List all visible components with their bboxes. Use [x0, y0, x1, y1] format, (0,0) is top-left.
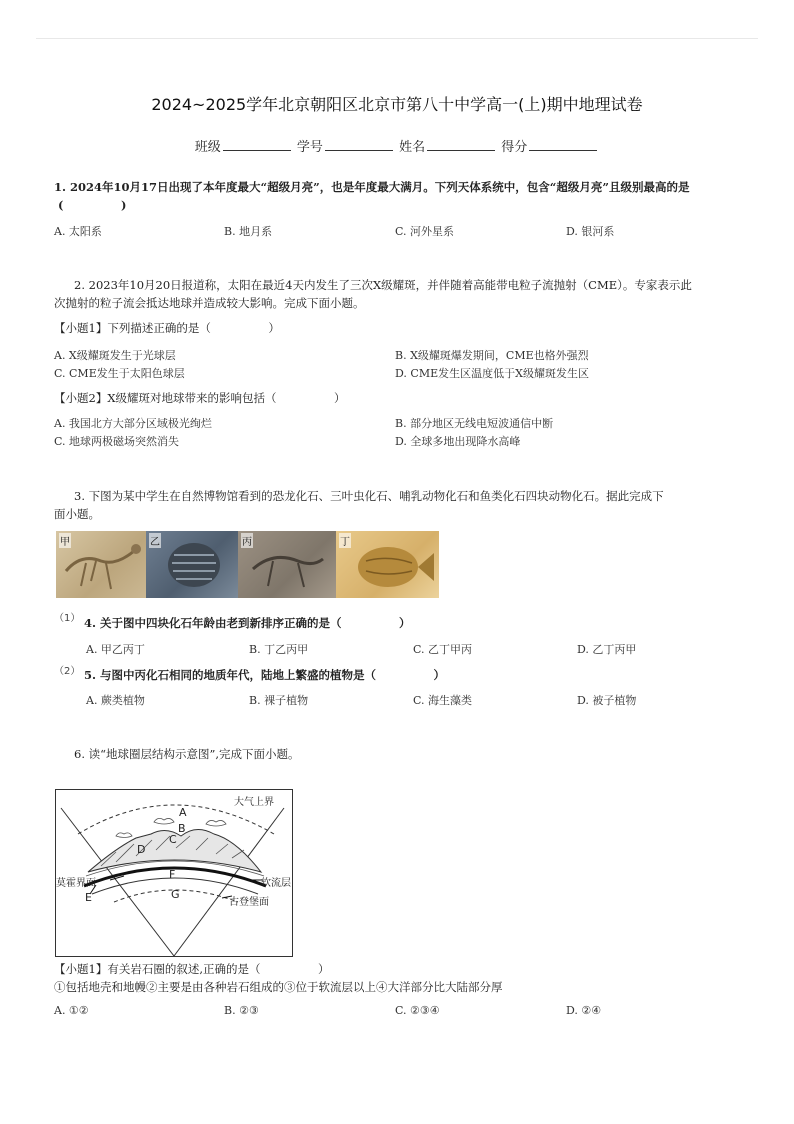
- q6-stem: 6. 读“地球圈层结构示意图”,完成下面小题。: [74, 747, 300, 761]
- layer-g-label: G: [171, 888, 180, 901]
- fossil-label-yi: 乙: [149, 533, 161, 548]
- q2-sub1-option-c[interactable]: C. CME发生于太阳色球层: [54, 367, 185, 380]
- q2-sub2-stem: 【小题2】X级耀斑对地球带来的影响包括（ ）: [54, 391, 346, 405]
- asthenosphere-label: 软流层: [261, 878, 291, 889]
- q2-stem-line1: 2. 2023年10月20日报道称，太阳在最近4天内发生了三次X级耀斑，并伴随着高能带电粒子流抛射（CME）。专家表示此: [74, 278, 692, 292]
- sub-number-2: （2）: [54, 666, 81, 677]
- q3-stem-line2: 面小题。: [54, 507, 100, 521]
- q4-option-d[interactable]: D. 乙丁丙甲: [577, 643, 637, 656]
- fossil-image-yi: [146, 531, 238, 598]
- q2-sub2-option-a[interactable]: A. 我国北方大部分区域极光绚烂: [54, 417, 212, 430]
- score-blank[interactable]: [529, 138, 597, 151]
- q5-option-b[interactable]: B. 裸子植物: [249, 694, 309, 707]
- q1-option-c[interactable]: C. 河外星系: [395, 225, 455, 238]
- q1-paren: ( ): [58, 198, 127, 212]
- q2-stem-line2: 次抛射的粒子流会抵达地球并造成较大影响。完成下面小题。: [54, 296, 365, 310]
- q6-option-c[interactable]: C. ②③④: [395, 1004, 440, 1017]
- q3-stem-line1: 3. 下图为某中学生在自然博物馆看到的恐龙化石、三叶虫化石、哺乳动物化石和鱼类化石四块动物化石。据此完成下: [74, 489, 664, 503]
- q2-sub2-option-d[interactable]: D. 全球多地出现降水高峰: [395, 435, 521, 448]
- q4-option-a[interactable]: A. 甲乙丙丁: [86, 643, 145, 656]
- class-blank[interactable]: [223, 138, 291, 151]
- fish-fossil-icon: [336, 531, 439, 598]
- id-label: 学号: [296, 140, 323, 155]
- layer-b-label: B: [178, 822, 186, 835]
- q6-option-b[interactable]: B. ②③: [224, 1004, 259, 1017]
- score-label: 得分: [501, 140, 528, 155]
- fossil-label-bing: 丙: [241, 533, 253, 548]
- q5-stem: 5. 与图中丙化石相同的地质年代，陆地上繁盛的植物是（ ）: [84, 668, 446, 682]
- q1-stem: 1. 2024年10月17日出现了本年度最大“超级月亮”，也是年度最大满月。下列天体系统中，包含“超级月亮”且级别最高的是: [54, 180, 690, 194]
- q6-option-a[interactable]: A. ①②: [54, 1004, 89, 1017]
- fossil-image-ding: [336, 531, 439, 598]
- q5-option-a[interactable]: A. 蕨类植物: [86, 694, 145, 707]
- fossil-label-ding: 丁: [339, 533, 351, 548]
- q6-sub1-stem: 【小题1】有关岩石圈的叙述,正确的是（ ）: [54, 962, 330, 976]
- q1-option-a[interactable]: A. 太阳系: [54, 225, 102, 238]
- earth-layers-diagram: [55, 789, 293, 957]
- moho-label: 莫霍界面: [56, 878, 96, 889]
- layer-a-label: A: [179, 806, 187, 819]
- fossil-image-jia: [56, 531, 146, 598]
- q5-option-d[interactable]: D. 被子植物: [577, 694, 637, 707]
- layer-d-label: D: [137, 843, 146, 856]
- q2-sub1-option-d[interactable]: D. CME发生区温度低于X级耀斑发生区: [395, 367, 589, 380]
- q2-sub1-option-b[interactable]: B. X级耀斑爆发期间，CME也格外强烈: [395, 349, 589, 362]
- q6-statements: ①包括地壳和地幔②主要是由各种岩石组成的③位于软流层以上④大洋部分比大陆部分厚: [54, 980, 503, 994]
- q2-sub2-option-b[interactable]: B. 部分地区无线电短波通信中断: [395, 417, 554, 430]
- sub-number-1: （1）: [54, 613, 81, 624]
- layer-f-label: F: [169, 868, 176, 881]
- name-blank[interactable]: [427, 138, 495, 151]
- layer-e-label: E: [85, 891, 92, 904]
- q2-sub1-option-a[interactable]: A. X级耀斑发生于光球层: [54, 349, 176, 362]
- page-title: 2024~2025学年北京朝阳区北京市第八十中学高一(上)期中地理试卷: [151, 95, 643, 114]
- q4-option-b[interactable]: B. 丁乙丙甲: [249, 643, 309, 656]
- q5-option-c[interactable]: C. 海生藻类: [413, 694, 473, 707]
- header-divider: [36, 38, 758, 39]
- q4-option-c[interactable]: C. 乙丁甲丙: [413, 643, 473, 656]
- name-label: 姓名: [399, 140, 426, 155]
- fossil-image-bing: [238, 531, 336, 598]
- layer-c-label: C: [169, 833, 177, 846]
- fossil-label-jia: 甲: [59, 533, 71, 548]
- gutenberg-label: 古登堡面: [229, 897, 269, 908]
- q1-option-d[interactable]: D. 银河系: [566, 225, 615, 238]
- student-info-line: [0, 136, 794, 155]
- class-label: 班级: [194, 140, 221, 155]
- q6-option-d[interactable]: D. ②④: [566, 1004, 602, 1017]
- atmosphere-top-label: 大气上界: [234, 797, 274, 808]
- q2-sub1-stem: 【小题1】下列描述正确的是（ ）: [54, 321, 280, 335]
- id-blank[interactable]: [325, 138, 393, 151]
- q4-stem: 4. 关于图中四块化石年龄由老到新排序正确的是（ ）: [84, 616, 411, 630]
- q1-option-b[interactable]: B. 地月系: [224, 225, 273, 238]
- q2-sub2-option-c[interactable]: C. 地球两极磁场突然消失: [54, 435, 180, 448]
